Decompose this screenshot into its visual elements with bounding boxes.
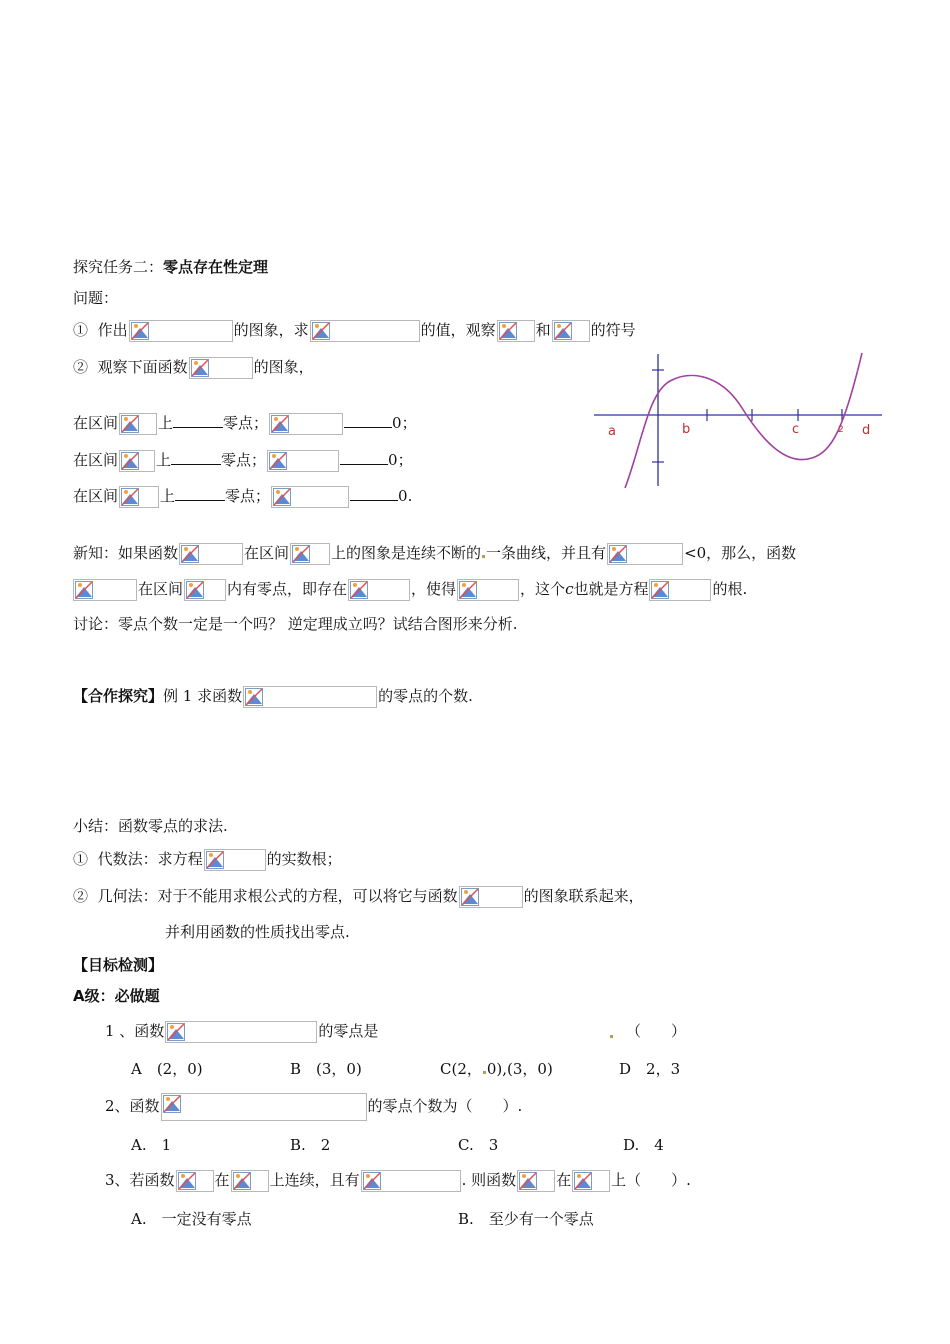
interval-row-2 — [73, 449, 413, 473]
formula-image — [179, 543, 243, 565]
summary-method-2-cont: 并利用函数的性质找出零点. — [165, 923, 350, 941]
row-text: 在区间 — [73, 451, 119, 469]
nk-text: ，使得 — [411, 580, 457, 598]
formula-image — [607, 543, 683, 565]
formula-image — [267, 450, 339, 472]
formula-image — [497, 320, 535, 342]
q1-num: ① — [73, 321, 89, 339]
q-text: 在 — [214, 1171, 230, 1189]
q1-text-3: 的值，观察 — [420, 321, 496, 339]
formula-image — [269, 413, 343, 435]
method-text: 的图象联系起来， — [523, 887, 644, 905]
cubic-function-graph — [592, 348, 884, 490]
option-b[interactable]: B. 至少有一个零点 — [458, 1210, 594, 1228]
formula-image — [310, 320, 420, 342]
summary-method-2 — [73, 885, 644, 909]
q1-text-5: 的符号 — [590, 321, 636, 339]
question-1 — [73, 319, 636, 343]
method-text: 代数法：求方程 — [97, 850, 203, 868]
row-text: 零点； — [223, 414, 269, 432]
label-c: c — [792, 422, 800, 437]
function-curve — [625, 353, 862, 488]
q2-text-2: 的图象， — [253, 358, 314, 376]
formula-image — [572, 1170, 610, 1192]
option-a[interactable]: A. 1 — [131, 1136, 172, 1154]
nk-text: 也就是方程 — [573, 580, 649, 598]
formula-image — [204, 849, 266, 871]
formula-image — [119, 450, 155, 472]
option-c-part: 0),(3，0) — [486, 1060, 553, 1078]
formula-image — [649, 579, 711, 601]
mc-question-2 — [105, 1093, 522, 1117]
mc-question-3 — [105, 1169, 691, 1193]
nk-text: 在区间 — [138, 580, 184, 598]
method-num: ② — [73, 887, 89, 905]
formula-image — [361, 1170, 461, 1192]
formula-image — [243, 686, 377, 708]
label-a: a — [608, 424, 616, 439]
formula-image — [552, 320, 590, 342]
level-a-heading: A级：必做题 — [73, 987, 160, 1005]
method-text: 的实数根； — [266, 850, 342, 868]
row-text: 上 — [156, 451, 172, 469]
target-heading: 【目标检测】 — [73, 956, 164, 974]
nk-text: ，这个 — [520, 580, 566, 598]
nk-text: 在区间 — [244, 544, 290, 562]
formula-image — [129, 320, 233, 342]
question-2 — [73, 356, 314, 380]
answer-paren[interactable]: （ ） — [626, 1022, 687, 1040]
new-knowledge-line-1 — [73, 542, 796, 566]
question-label: 问题： — [73, 289, 119, 307]
q-text: 2、函数 — [105, 1097, 160, 1115]
label-b: b — [682, 422, 691, 437]
q-text: 上连续，且有 — [269, 1171, 360, 1189]
new-knowledge-line-2 — [73, 578, 747, 602]
marker-dot — [483, 1071, 486, 1074]
answer-blank[interactable] — [171, 450, 221, 465]
option-c-part: C(2， — [440, 1060, 482, 1078]
q-text: 上（ ）. — [611, 1171, 691, 1189]
label-2: 2 — [838, 425, 844, 435]
q1-text-4: 和 — [535, 321, 551, 339]
answer-blank[interactable] — [173, 413, 223, 428]
option-b[interactable]: B (3，0) — [290, 1060, 362, 1078]
heading-bold: 零点存在性定理 — [163, 258, 269, 276]
label-d: d — [862, 423, 871, 438]
q-text: 3、若函数 — [105, 1171, 175, 1189]
discussion: 讨论：零点个数一定是一个吗？ 逆定理成立吗？试结合图形来分析. — [73, 615, 518, 633]
option-a[interactable]: A. 一定没有零点 — [131, 1210, 252, 1228]
q-text: 1 、函数 — [105, 1022, 165, 1040]
option-c[interactable]: C. 3 — [458, 1136, 499, 1154]
formula-image — [161, 1093, 367, 1121]
option-c[interactable] — [440, 1058, 553, 1079]
answer-blank[interactable] — [340, 450, 388, 465]
task2-heading — [73, 256, 268, 280]
mc-question-1 — [105, 1020, 378, 1044]
coop-heading: 【合作探究】 — [73, 687, 164, 705]
nk-text: 一条曲线，并且有 — [486, 544, 607, 562]
q-text: 的零点是 — [318, 1022, 379, 1040]
q1-text-1: 作出 — [97, 321, 128, 339]
summary-title: 小结：函数零点的求法. — [73, 817, 228, 835]
q2-num: ② — [73, 358, 89, 376]
nk-text: 上的图象是连续不断的 — [331, 544, 482, 562]
option-d[interactable]: D. 4 — [623, 1136, 664, 1154]
formula-image — [348, 579, 410, 601]
nk-variable-c: c — [565, 580, 574, 598]
summary-method-1 — [73, 848, 342, 872]
formula-image — [290, 543, 330, 565]
method-text: 几何法：对于不能用求根公式的方程，可以将它与函数 — [97, 887, 458, 905]
option-b[interactable]: B. 2 — [290, 1136, 331, 1154]
heading-prefix: 探究任务二： — [73, 258, 164, 276]
method-num: ① — [73, 850, 89, 868]
marker-dot — [482, 555, 485, 558]
option-a[interactable]: A (2，0) — [131, 1060, 203, 1078]
marker-dot — [610, 1035, 613, 1038]
formula-image — [119, 413, 157, 435]
formula-image — [119, 486, 159, 508]
q-text: 在 — [556, 1171, 572, 1189]
row-text: 上 — [160, 487, 176, 505]
nk-text: 新知：如果函数 — [73, 544, 179, 562]
formula-image — [457, 579, 519, 601]
row-text: 0. — [398, 487, 413, 505]
formula-image — [189, 357, 253, 379]
formula-image — [176, 1170, 214, 1192]
interval-row-1 — [73, 412, 417, 436]
coop-example — [73, 685, 473, 709]
q-text: 的零点个数为（ ）. — [367, 1097, 523, 1115]
formula-image — [517, 1170, 555, 1192]
formula-image — [231, 1170, 269, 1192]
interval-row-3 — [73, 485, 412, 509]
answer-blank[interactable] — [344, 413, 392, 428]
nk-text: 的根. — [712, 580, 748, 598]
q-text: . 则函数 — [461, 1171, 517, 1189]
row-text: 在区间 — [73, 487, 119, 505]
formula-image — [165, 1021, 317, 1043]
row-text: 0； — [392, 414, 417, 432]
row-text: 在区间 — [73, 414, 119, 432]
nk-text: <0，那么，函数 — [684, 544, 797, 562]
formula-image — [73, 579, 137, 601]
row-text: 上 — [158, 414, 174, 432]
row-text: 零点； — [221, 451, 267, 469]
option-d[interactable]: D 2，3 — [619, 1060, 681, 1078]
formula-image — [184, 579, 226, 601]
formula-image — [271, 486, 349, 508]
row-text: 0； — [388, 451, 413, 469]
q1-text-2: 的图象，求 — [233, 321, 309, 339]
q2-text-1: 观察下面函数 — [97, 358, 188, 376]
row-text: 零点； — [225, 487, 271, 505]
coop-text-1: 例 1 求函数 — [163, 687, 243, 705]
coop-text-2: 的零点的个数. — [378, 687, 473, 705]
nk-text: 内有零点，即存在 — [227, 580, 348, 598]
answer-blank[interactable] — [175, 486, 225, 501]
answer-blank[interactable] — [350, 486, 398, 501]
formula-image — [459, 886, 523, 908]
